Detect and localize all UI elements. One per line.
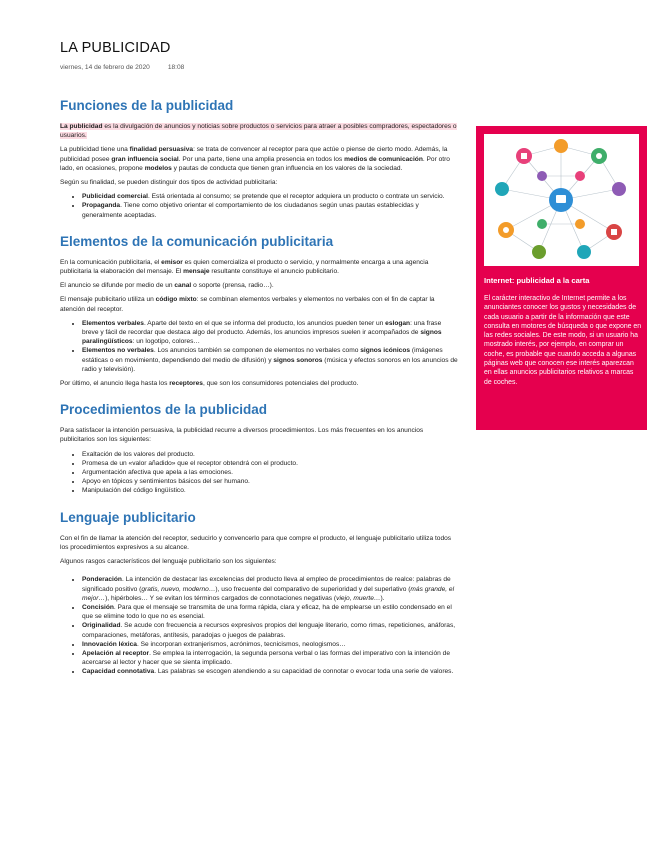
list-item: • Concisión. Para que el mensaje se transmita de una forma rápida, clara y eficaz, ha de emplearse un estilo condensado en el que se elimine todo lo que no es esencial. [82,603,458,621]
paragraph: Con el fin de llamar la atención del receptor, seducirlo y convencerlo para que compre el producto, el lenguaje publicitario utiliza todos los procedimientos expresivos a su alcance. [60,534,452,551]
bullet-list [60,319,458,374]
list-item: • Innovación léxica. Se incorporan extranjerismos, acrónimos, tecnicismos, neologismos… [82,640,458,649]
list-item: • Elementos verbales. Aparte del texto en el que se informa del producto, los anuncios pueden tener un eslogan: una frase breve y fácil de recordar que destaca algo del producto. Además, los anuncios impresos suelen ir acompañados de signos paralingüísticos: un logotipo, colores… [82,319,458,347]
paragraph: El anuncio se difunde por medio de un canal o soporte (prensa, radio…). [60,282,274,290]
heading-procedimientos: Procedimientos de la publicidad [60,402,268,418]
paragraph: En la comunicación publicitaria, el emisor es quien comercializa el producto o servicio, y normalmente encarga a una agencia publicitaria la elaboración del mensaje. El mensaje resultante constituye el anuncio publicitario. [60,258,429,276]
list-item: • Apelación al receptor. Se emplea la interrogación, la segunda persona verbal o las formas del imperativo con la intención de acercarse al lector y hacer que se sienta implicado. [82,649,458,667]
list-item: • Argumentación afectiva que apela a las emociones. [82,468,458,477]
list-item: • Elementos no verbales. Los anuncios también se componen de elementos no verbales como signos icónicos (imágenes estáticas o en movimiento, dependiendo del medio de difusión) y signos sonoros (música y efectos sonoros en los anuncios de radio y televisión). [82,346,458,374]
definition-paragraph [60,122,458,140]
list-item: • Publicidad comercial. Está orientada al consumo; se pretende que el receptor adquiera un producto o contrate un servicio. [82,192,458,201]
list-item: • Capacidad connotativa. Las palabras se escogen atendiendo a su capacidad de connotar o evocar toda una serie de valores. [82,667,458,676]
bullet-list [60,192,458,220]
heading-elementos: Elementos de la comunicación publicitaria [60,233,334,249]
heading-funciones: Funciones de la publicidad [60,98,234,113]
main-content [60,98,458,682]
paragraph: Por último, el anuncio llega hasta los receptores, que son los consumidores potenciales del producto. [60,380,359,388]
list-item: • Exaltación de los valores del producto. [82,450,458,459]
list-item: • Originalidad. Se acude con frecuencia a recursos expresivos propios del lenguaje literario, como rimas, repeticiones, anáforas, comparaciones, metáforas, antítesis, paradojas o juegos de palabras. [82,621,458,639]
list-item: • Ponderación. La intención de destacar las excelencias del producto lleva al empleo de procedimientos de realce: palabras de significado positivo (gratis, nuevo, moderno…), uso frecuente del comparativo de superioridad y del superlativo (más grande, el mejor…), hipérboles… Y se evitan los términos cargados de connotaciones negativas (viejo, muerte…). [82,575,458,603]
list-item: • Promesa de un «valor añadido» que el receptor obtendrá con el producto. [82,459,458,468]
page-title: LA PUBLICIDAD [60,40,171,56]
bullet-list [60,450,458,496]
paragraph: Para satisfacer la intención persuasiva, la publicidad recurre a diversos procedimientos. Los más frecuentes en los anuncios publicitarios son los siguientes: [60,427,424,444]
sidebar-box [476,126,647,430]
paragraph: La publicidad tiene una finalidad persuasiva: se trata de convencer al receptor para que actúe o piense de cierto modo. Además, la publicidad posee gran influencia social. Por una parte, tiene una amplia presencia en todos los medios de comunicación. Por otro lado, en ocasiones, propone modelos y pautas de conducta que tienen gran influencia en los valores de la sociedad. [60,146,450,172]
highlighted-definition: La publicidad es la divulgación de anuncios y noticias sobre productos o servicios para atraer a posibles compradores, espectadores o usuarios. [60,123,457,140]
paragraph: Según su finalidad, se pueden distinguir dos tipos de actividad publicitaria: [60,179,278,187]
network-illustration [484,134,639,266]
list-item: • Apoyo en tópicos y sentimientos básicos del ser humano. [82,477,458,486]
sidebar-box-title: Internet: publicidad a la carta [484,276,590,285]
bullet-list [60,575,458,676]
list-item: • Propaganda. Tiene como objetivo orientar el comportamiento de los ciudadanos según unas pautas establecidas y generalmente aceptadas. [82,201,458,219]
heading-lenguaje: Lenguaje publicitario [60,509,196,525]
page-date: viernes, 14 de febrero de 2020 [60,64,150,71]
paragraph: El mensaje publicitario utiliza un código mixto: se combinan elementos verbales y elementos no verbales con el fin de captar la atención del receptor. [60,296,435,313]
page-meta [60,64,184,71]
page-time: 18:08 [167,64,185,71]
list-item: • Manipulación del código lingüístico. [82,486,458,495]
paragraph: Algunos rasgos característicos del lenguaje publicitario son los siguientes: [60,558,277,566]
sidebar-box-text: El carácter interactivo de Internet permite a los anunciantes conocer los gustos y necesidades de cada usuario a partir de la información que este consulta en motores de búsqueda o que expone en las redes sociales. De este modo, si un usuario ha mostrado interés, por ejemplo, en comprar un coche, es probable que cuando acceda a algunas páginas web que conocen ese interés aparezcan en ellas anuncios publicitarios relativos a marcas de coches. [484,295,642,386]
network-icon [484,134,639,266]
